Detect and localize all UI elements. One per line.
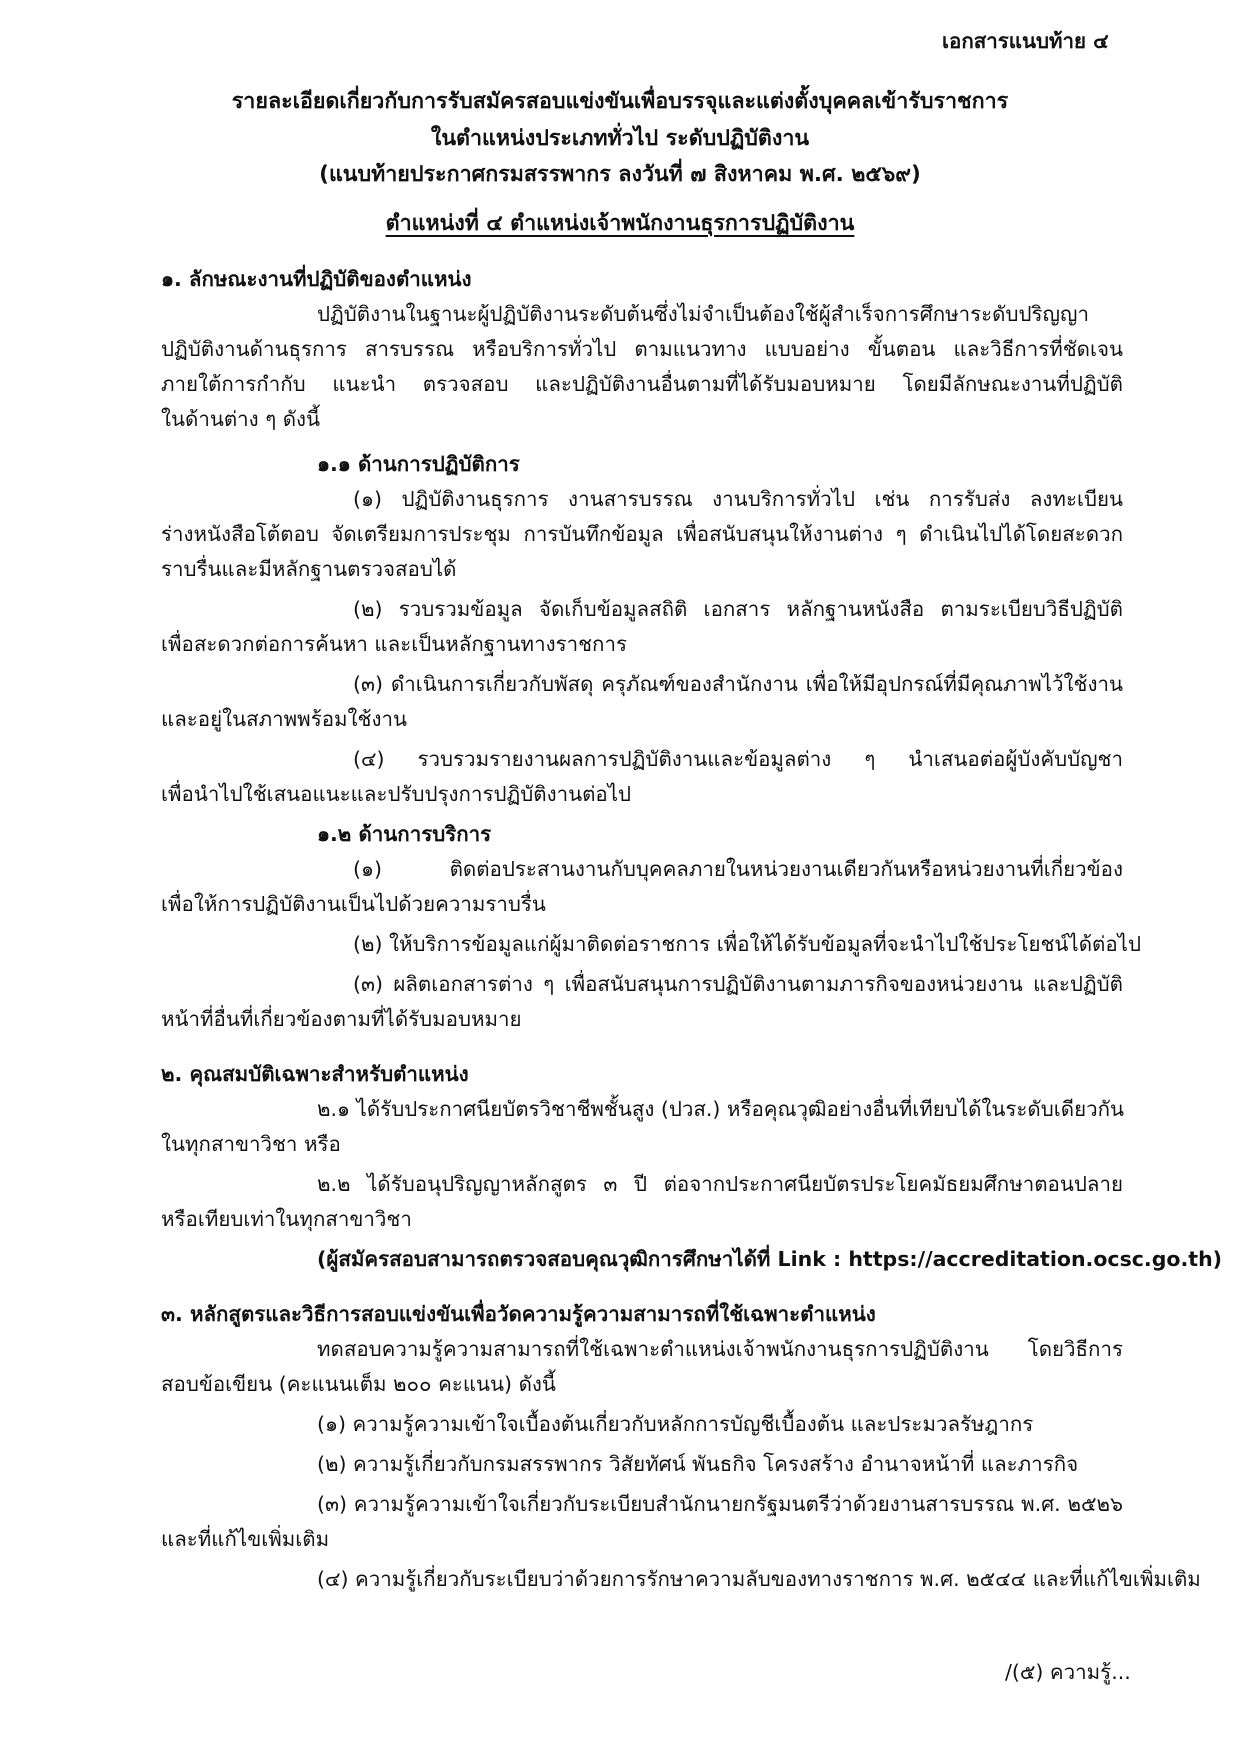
s11-item-2-line: (๒) รวบรวมข้อมูล จัดเก็บข้อมูลสถิติ เอกสาร หลักฐานหนังสือ ตามระเบียบวิธีปฏิบัติ	[353, 597, 1123, 621]
s3-item-3-line: และที่แก้ไขเพิ่มเติม	[161, 1527, 330, 1551]
s3-item-2: (๒) ความรู้เกี่ยวกับกรมสรรพากร วิสัยทัศน์ พันธกิจ โครงสร้าง อำนาจหน้าที่ และภารกิจ	[317, 1452, 1079, 1476]
section-1-heading: ๑. ลักษณะงานที่ปฏิบัติของตำแหน่ง	[161, 267, 472, 291]
s12-item-3-line: หน้าที่อื่นที่เกี่ยวข้องตามที่ได้รับมอบหมาย	[161, 1007, 522, 1031]
s11-item-1-line: ราบรื่นและมีหลักฐานตรวจสอบได้	[161, 557, 457, 581]
section-3-heading: ๓. หลักสูตรและวิธีการสอบแข่งขันเพื่อวัดความรู้ความสามารถที่ใช้เฉพาะตำแหน่ง	[161, 1302, 876, 1326]
title-line-1: รายละเอียดเกี่ยวกับการรับสมัครสอบแข่งขันเพื่อบรรจุและแต่งตั้งบุคคลเข้ารับราชการ	[231, 89, 1009, 114]
continuation-note: /(๕) ความรู้...	[1005, 1660, 1131, 1684]
s11-item-2-line: เพื่อสะดวกต่อการค้นหา และเป็นหลักฐานทางราชการ	[161, 632, 627, 656]
section-2-heading: ๒. คุณสมบัติเฉพาะสำหรับตำแหน่ง	[161, 1062, 469, 1086]
s3-item-4: (๔) ความรู้เกี่ยวกับระเบียบว่าด้วยการรักษาความลับของทางราชการ พ.ศ. ๒๕๔๔ และที่แก้ไขเพิ่มเติม	[317, 1567, 1201, 1591]
s2-note: (ผู้สมัครสอบสามารถตรวจสอบคุณวุฒิการศึกษาได้ที่ Link : https://accreditation.ocsc.go.th)	[317, 1247, 1223, 1271]
s1-intro-line: ปฏิบัติงานในฐานะผู้ปฏิบัติงานระดับต้นซึ่งไม่จำเป็นต้องใช้ผู้สำเร็จการศึกษาระดับปริญญา	[317, 302, 1089, 326]
position-heading: ตำแหน่งที่ ๔ ตำแหน่งเจ้าพนักงานธุรการปฏิบัติงาน	[385, 211, 855, 236]
s11-item-4-line: (๔) รวบรวมรายงานผลการปฏิบัติงานและข้อมูลต่าง ๆ นำเสนอต่อผู้บังคับบัญชา	[353, 747, 1123, 771]
s2-p21-line: ๒.๑ ได้รับประกาศนียบัตรวิชาชีพชั้นสูง (ปวส.) หรือคุณวุฒิอย่างอื่นที่เทียบได้ในระดับเดียวกัน	[317, 1097, 1125, 1121]
s2-p22-line: ๒.๒ ได้รับอนุปริญญาหลักสูตร ๓ ปี ต่อจากประกาศนียบัตรประโยคมัธยมศึกษาตอนปลาย	[317, 1172, 1123, 1196]
section-1-2-heading: ๑.๒ ด้านการบริการ	[317, 822, 492, 846]
s3-intro-line: ทดสอบความรู้ความสามารถที่ใช้เฉพาะตำแหน่งเจ้าพนักงานธุรการปฏิบัติงาน โดยวิธีการ	[317, 1337, 1123, 1361]
s12-item-2: (๒) ให้บริการข้อมูลแก่ผู้มาติดต่อราชการ เพื่อให้ได้รับข้อมูลที่จะนำไปใช้ประโยชน์ได้ต่อไป	[353, 932, 1141, 956]
s2-p21-line: ในทุกสาขาวิชา หรือ	[161, 1132, 341, 1156]
s11-item-3-line: (๓) ดำเนินการเกี่ยวกับพัสดุ ครุภัณฑ์ของสำนักงาน เพื่อให้มีอุปกรณ์ที่มีคุณภาพไว้ใช้งาน	[353, 672, 1123, 696]
s3-item-1: (๑) ความรู้ความเข้าใจเบื้องต้นเกี่ยวกับหลักการบัญชีเบื้องต้น และประมวลรัษฎากร	[317, 1412, 1034, 1436]
s12-item-1-line: (๑) ติดต่อประสานงานกับบุคคลภายในหน่วยงานเดียวกันหรือหน่วยงานที่เกี่ยวข้อง	[353, 857, 1123, 881]
s1-intro-line: ภายใต้การกำกับ แนะนำ ตรวจสอบ และปฏิบัติงานอื่นตามที่ได้รับมอบหมาย โดยมีลักษณะงานที่ปฏิบัติ	[161, 372, 1123, 396]
section-1-1-heading: ๑.๑ ด้านการปฏิบัติการ	[317, 452, 520, 476]
s3-item-3-line: (๓) ความรู้ความเข้าใจเกี่ยวกับระเบียบสำนักนายกรัฐมนตรีว่าด้วยงานสารบรรณ พ.ศ. ๒๕๒๖	[317, 1492, 1123, 1516]
s11-item-1-line: ร่างหนังสือโต้ตอบ จัดเตรียมการประชุม การบันทึกข้อมูล เพื่อสนับสนุนให้งานต่าง ๆ ดำเนินไปได้โดยสะดวก	[161, 522, 1123, 546]
s11-item-4-line: เพื่อนำไปใช้เสนอแนะและปรับปรุงการปฏิบัติงานต่อไป	[161, 782, 632, 806]
title-line-2: ในตำแหน่งประเภททั่วไป ระดับปฏิบัติงาน	[430, 126, 810, 151]
attachment-label: เอกสารแนบท้าย ๔	[942, 29, 1109, 53]
title-line-3: (แนบท้ายประกาศกรมสรรพากร ลงวันที่ ๗ สิงหาคม พ.ศ. ๒๕๖๙)	[319, 162, 921, 187]
s3-intro-line: สอบข้อเขียน (คะแนนเต็ม ๒๐๐ คะแนน) ดังนี้	[161, 1372, 556, 1396]
s11-item-3-line: และอยู่ในสภาพพร้อมใช้งาน	[161, 707, 407, 731]
s12-item-1-line: เพื่อให้การปฏิบัติงานเป็นไปด้วยความราบรื่น	[161, 892, 546, 916]
s1-intro-line: ปฏิบัติงานด้านธุรการ สารบรรณ หรือบริการทั่วไป ตามแนวทาง แบบอย่าง ขั้นตอน และวิธีการที่ชัดเจน	[161, 337, 1123, 361]
s1-intro-line: ในด้านต่าง ๆ ดังนี้	[161, 407, 321, 431]
s12-item-3-line: (๓) ผลิตเอกสารต่าง ๆ เพื่อสนับสนุนการปฏิบัติงานตามภารกิจของหน่วยงาน และปฏิบัติ	[353, 972, 1123, 996]
s11-item-1-line: (๑) ปฏิบัติงานธุรการ งานสารบรรณ งานบริการทั่วไป เช่น การรับส่ง ลงทะเบียน	[353, 487, 1123, 511]
s2-p22-line: หรือเทียบเท่าในทุกสาขาวิชา	[161, 1207, 412, 1231]
